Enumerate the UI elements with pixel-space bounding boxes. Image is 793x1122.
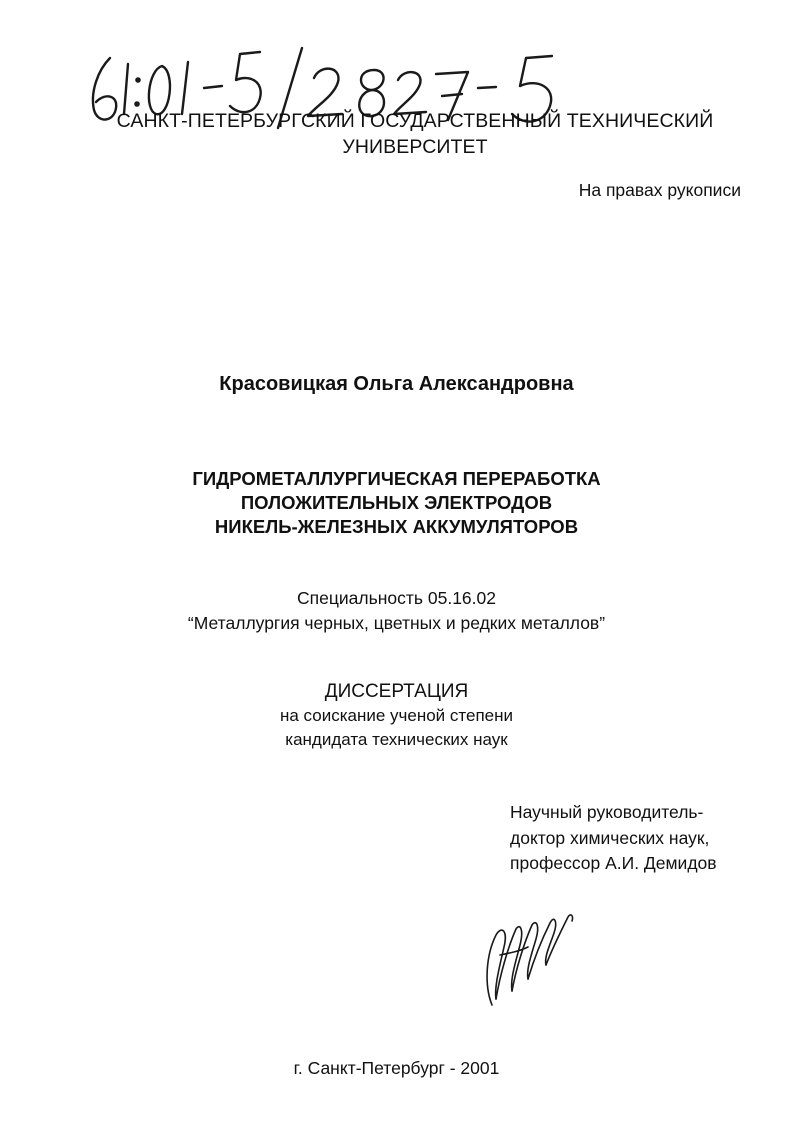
degree-line1: на соискание ученой степени — [279, 706, 513, 725]
university-name-line2: УНИВЕРСИТЕТ — [342, 136, 488, 158]
specialty — [0, 586, 793, 636]
university-name-line1: САНКТ-ПЕТЕРБУРГСКИЙ ГОСУДАРСТВЕННЫЙ ТЕХНИЧЕСКИЙ — [116, 110, 714, 132]
university-name — [95, 108, 735, 160]
specialty-name: “Металлургия черных, цветных и редких металлов” — [187, 613, 606, 633]
author-name: Красовицкая Ольга Александровна — [219, 373, 574, 395]
supervisor-line3: профессор А.И. Демидов — [510, 853, 717, 873]
signature-icon — [470, 895, 590, 1015]
title-line1: ГИДРОМЕТАЛЛУРГИЧЕСКАЯ ПЕРЕРАБОТКА — [192, 468, 601, 489]
degree-line2: кандидата технических наук — [285, 730, 508, 749]
dissertation-title — [0, 467, 793, 539]
title-line3: НИКЕЛЬ-ЖЕЛЕЗНЫХ АККУМУЛЯТОРОВ — [214, 516, 579, 537]
degree-block — [0, 680, 793, 752]
place-and-year: г. Санкт-Петербург - 2001 — [293, 1058, 500, 1078]
manuscript-note: На правах рукописи — [578, 180, 741, 200]
title-line2: ПОЛОЖИТЕЛЬНЫХ ЭЛЕКТРОДОВ — [240, 492, 553, 513]
specialty-code: Специальность 05.16.02 — [297, 588, 496, 608]
supervisor-line1: Научный руководитель- — [510, 802, 704, 822]
degree-heading: ДИССЕРТАЦИЯ — [324, 681, 469, 702]
supervisor-line2: доктор химических наук, — [510, 827, 710, 848]
supervisor-block — [510, 800, 717, 877]
